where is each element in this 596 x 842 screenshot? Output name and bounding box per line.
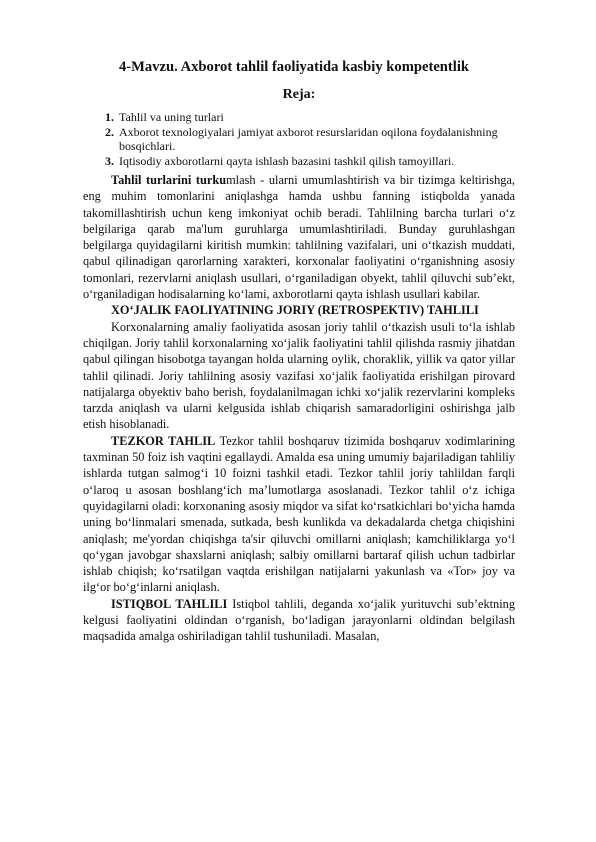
plan-item: 2. Axborot texnologiyalari jamiyat axborot resurslaridan oqilona foydalanishning bosqichlari. (117, 125, 515, 154)
plan-list (83, 110, 515, 168)
paragraph-lead: ISTIQBOL TAHLILI (111, 596, 228, 611)
page-title: 4-Mavzu. Axborot tahlil faoliyatida kasbiy kompetentlik (118, 59, 469, 75)
document-body (83, 58, 515, 645)
paragraph-text: Istiqbol tahlili, deganda xo‘jalik yurituvchi sub’ektning kelgusi faoliyatini oldindan o‘rganish, bo‘ladigan jarayonlarni oldindan belgilash maqsadida amalga oshiriladigan tahlil tushuniladi. Masalan, (83, 596, 516, 644)
paragraph-lead: Tahlil turlarini turku (111, 173, 227, 187)
section-heading-current-analysis: XO‘JALIK FAOLIYATINING JORIY (RETROSPEKTIV) TAHLILI (111, 303, 479, 318)
paragraph-current-analysis: Korxonalarning amaliy faoliyatida asosan joriy tahlil o‘tkazish usuli to‘la ishlab chiqilgan. Joriy tahlil korxonalarning xo‘jalik faoliyatini tahlil qilishda rasmiy jihatdan qabul qilingan hisobotga tayangan holda ularning oylik, choraklik, yillik va qator yillar tahlil qilinadi. Joriy tahlilning asosiy vazifasi xo‘jalik faoliyatida erishilgan pirovard natijalarga obyektiv baho berish, foydalanilmagan ichki xo‘jalik rezervlarini kompleks tarzda aniqlash va ularni kelgusida ishlab chiqarish samaradorligini oshirishga jalb etish hisoblanadi. (83, 319, 515, 432)
paragraph-prospective-analysis (83, 596, 515, 645)
paragraph-classification (83, 172, 515, 302)
paragraph-text: mlash - ularni umumlashtirish va bir tizimga keltirishga, eng muhim tomonlarini aniqlashga hamda ushbu fanning istiqbolda yanada takomillashtirish uchun keng imkoniyat ochib beradi. Tahlilning barcha turlari o‘z belgilariga qarab ma'lum guruhlarga umumlashtiriladi. Bunday guruhlashgan belgilarga quyidagilarni kiritish mumkin: tahlilning vazifalari, uni o‘tkazish muddati, qabul qilinadigan qarorlarning xarakteri, korxonalar faoliyatini o‘rganishning asosiy tomonlari, rezervlarni aniqlash usullari, o‘rganiladigan obyekt, tahlil qiluvchi sub’ekt, o‘rganiladigan hodisalarning ko‘lami, axborotlarni qayta ishlash usullari kabilar. (83, 173, 515, 302)
paragraph-lead: TEZKOR TAHLIL (111, 433, 216, 448)
plan-item: 1. Tahlil va uning turlari (117, 110, 515, 125)
plan-item: 3. Iqtisodiy axborotlarni qayta ishlash bazasini tashkil qilish tamoyillari. (117, 154, 515, 169)
plan-heading: Reja: (282, 87, 316, 102)
paragraph-operational-analysis (83, 433, 515, 596)
paragraph-text: Tezkor tahlil boshqaruv tizimida boshqaruv xodimlarining taxminan 50 foiz ish vaqtini egallaydi. Amalda esa uning umumiy bajariladigan tahliliy ishlarda tutgan salmog‘i 10 foizni tashkil etadi. Tezkor tahlil joriy tahlildan farqli o‘laroq u asosan boshlang‘ich ma’lumotlarga asoslanadi. Tezkor tahlil o‘z ichiga quyidagilarni oladi: korxonaning asosiy miqdor va sifat ko‘rsatkichlari bo‘yicha hamda uning bo‘linmalari smenada, sutkada, besh kunlikda va dekadalarda chetga chiqishini aniqlash; me'yordan chiqishga ta'sir qiluvchi omillarni aniqlash; kamchiliklarga yo‘l qo‘ygan javobgar shaxslarni aniqlash; salbiy omillarni bartaraf qilish uchun tadbirlar ishlab chiqish; ko‘rsatilgan vaqtda erishilgan natijalarni yakunlash va «Tor» joy va ilg‘or bo‘g‘inlarni aniqlash. (83, 433, 515, 595)
